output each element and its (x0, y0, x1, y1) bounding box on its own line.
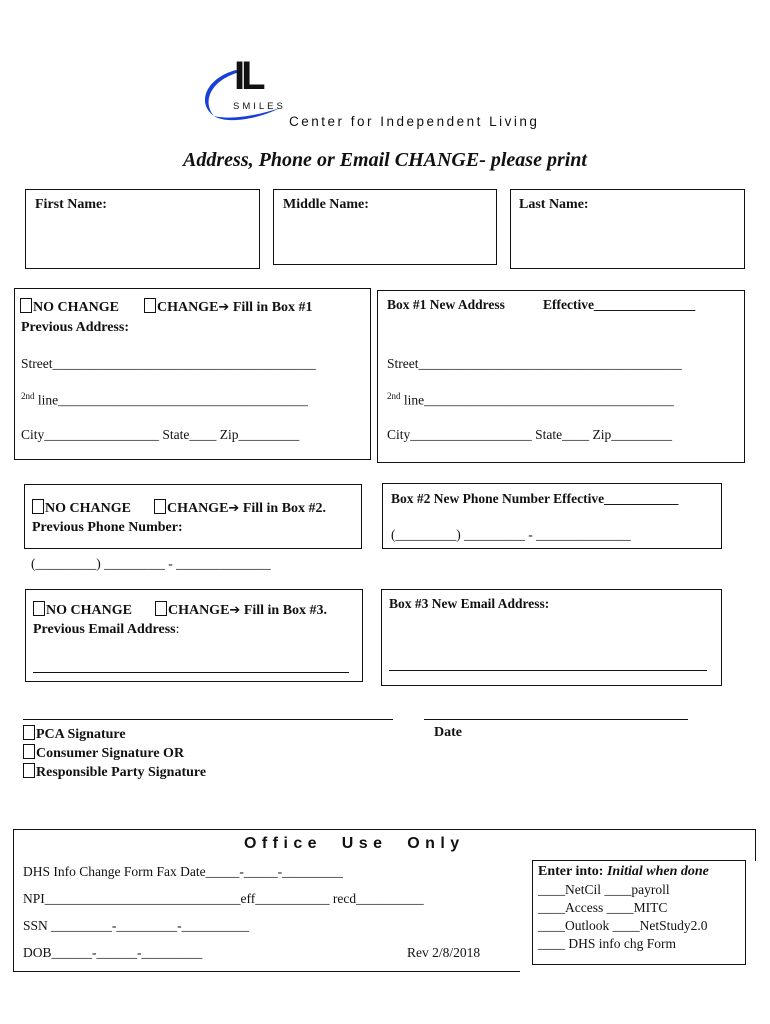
arrow-right-icon: ➔ (218, 300, 230, 315)
org-name: Center for Independent Living (289, 114, 540, 129)
new-phone-field[interactable]: (_________) _________ - ______________ (391, 527, 631, 542)
previous-phone-label: Previous Phone Number: (32, 520, 183, 535)
dob-field[interactable]: DOB______-______-_________ (23, 945, 203, 960)
pca-signature-checkbox[interactable] (23, 725, 35, 740)
logo-sub-text: SMILES (233, 101, 286, 112)
logo-mark: IL (234, 54, 262, 98)
address-change-checkbox[interactable] (144, 298, 156, 313)
checklist-item[interactable]: ____NetCil ____payroll (538, 882, 670, 897)
responsible-party-checkbox[interactable] (23, 763, 35, 778)
new-second-sup: 2nd (387, 391, 401, 401)
page-title: Address, Phone or Email CHANGE- please print (183, 149, 587, 171)
npi-field[interactable]: NPI_____________________________eff___________ recd__________ (23, 891, 424, 906)
previous-street-field[interactable]: Street_______________________________________ (21, 356, 316, 371)
previous-email-label: Previous Email Address: (33, 622, 180, 637)
arrow-right-icon: ➔ (229, 603, 241, 618)
last-name-label: Last Name: (519, 197, 589, 212)
address-no-change-checkbox[interactable] (20, 298, 32, 313)
office-use-border-left (13, 829, 14, 971)
phone-change-label: CHANGE (166, 501, 229, 516)
new-email-box-title: Box #3 New Email Address: (389, 596, 550, 611)
first-name-label: First Name: (35, 197, 107, 212)
phone-change-checkbox[interactable] (154, 499, 166, 514)
signature-line[interactable] (23, 719, 393, 720)
new-second-line-field[interactable]: $^{2nd}$ line_____________________________________ (387, 391, 674, 408)
responsible-party-option[interactable]: Responsible Party Signature (23, 763, 206, 781)
office-use-border-bottom (13, 971, 520, 972)
consumer-signature-checkbox[interactable] (23, 744, 35, 759)
previous-email-field[interactable] (33, 672, 349, 673)
last-name-field[interactable] (510, 189, 745, 269)
office-use-border-right (755, 829, 756, 861)
arrow-right-icon: ➔ (228, 501, 240, 516)
email-change-label: CHANGE (167, 603, 230, 618)
fax-date-field[interactable]: DHS Info Change Form Fax Date_____-_____-_________ (23, 864, 343, 879)
revision-date: Rev 2/8/2018 (407, 945, 481, 960)
new-phone-box-title: Box #2 New Phone Number Effective___________ (391, 491, 679, 506)
email-no-change-label: NO CHANGE (46, 603, 132, 618)
middle-name-label: Middle Name: (283, 197, 369, 212)
middle-name-field[interactable] (273, 189, 497, 265)
office-use-border-top (13, 829, 756, 830)
new-city-state-zip-field[interactable]: City__________________ State____ Zip_________ (387, 427, 672, 442)
second-sup: 2nd (21, 391, 35, 401)
previous-second-line-field[interactable]: $^{2nd}$ line_____________________________________ (21, 391, 308, 408)
previous-city-state-zip-field[interactable]: City_________________ State____ Zip_________ (21, 427, 300, 442)
checklist-item[interactable]: ____ DHS info chg Form (538, 936, 676, 951)
date-line[interactable] (424, 719, 688, 720)
new-address-box-title: Box #1 New Address (387, 297, 505, 312)
consumer-signature-option[interactable]: Consumer Signature OR (23, 744, 184, 762)
enter-into-heading: Enter into: Initial when done (538, 864, 709, 879)
email-change-checkbox[interactable] (155, 601, 167, 616)
date-label: Date (434, 725, 462, 740)
checklist-item[interactable]: ____Outlook ____NetStudy2.0 (538, 918, 708, 933)
address-fill-in-label: Fill in Box #1 (229, 300, 313, 315)
previous-address-label: Previous Address: (21, 320, 129, 335)
new-street-field[interactable]: Street_______________________________________ (387, 356, 682, 371)
new-email-field[interactable] (389, 670, 707, 671)
address-change-label: CHANGE (156, 300, 219, 315)
first-name-field[interactable] (25, 189, 260, 269)
phone-no-change-checkbox[interactable] (32, 499, 44, 514)
phone-no-change-label: NO CHANGE (45, 501, 131, 516)
email-fill-in-label: Fill in Box #3. (240, 603, 328, 618)
office-use-title: O f f i c e U s e O n l y (244, 835, 460, 852)
email-no-change-checkbox[interactable] (33, 601, 45, 616)
phone-fill-in-label: Fill in Box #2. (239, 501, 327, 516)
address-no-change-label: NO CHANGE (33, 300, 119, 315)
checklist-item[interactable]: ____Access ____MITC (538, 900, 668, 915)
ssn-field[interactable]: SSN _________-_________-__________ (23, 918, 250, 933)
previous-phone-field[interactable]: (_________) _________ - ______________ (31, 556, 271, 571)
pca-signature-option[interactable]: PCA Signature (23, 725, 126, 743)
new-address-effective-field[interactable]: Effective_______________ (543, 297, 696, 312)
